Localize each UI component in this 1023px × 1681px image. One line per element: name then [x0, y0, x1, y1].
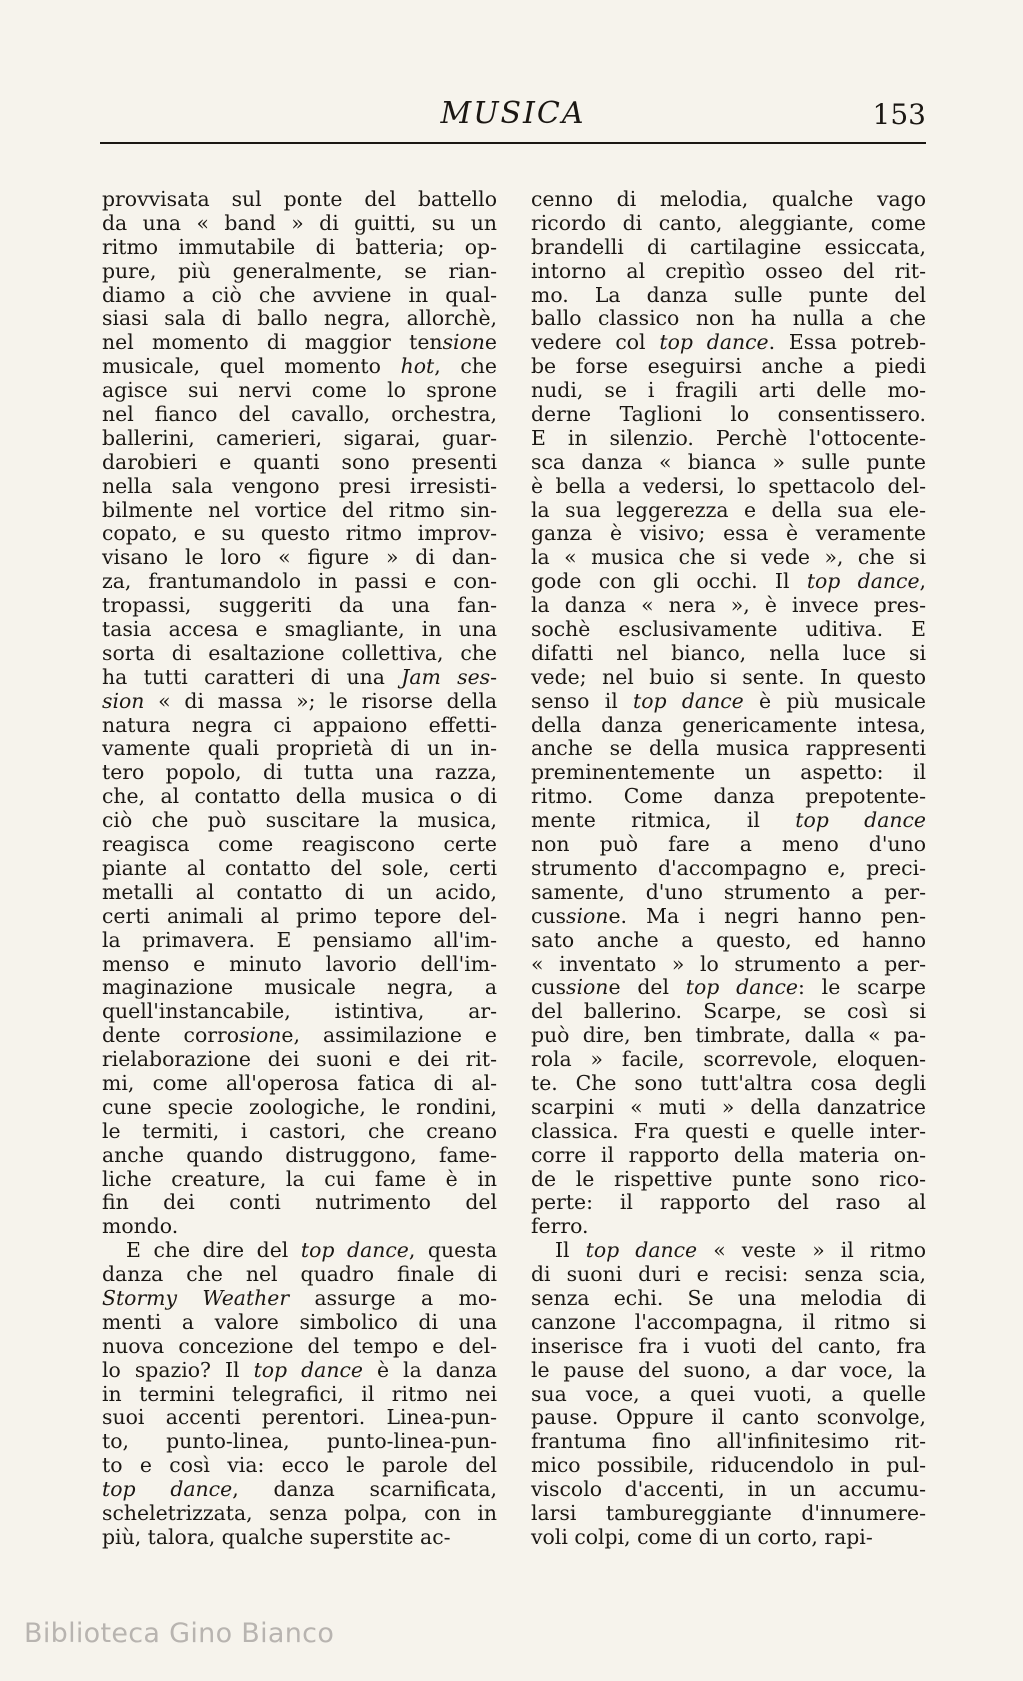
text-line: vedere col top dance. Essa potreb- [531, 330, 926, 355]
text-line: dente corrosione, assimilazione e [102, 1023, 497, 1048]
text-line: vamente quali proprietà di un in- [102, 736, 497, 761]
text-line: tero popolo, di tutta una razza, [102, 760, 497, 785]
text-line: ballo classico non ha nulla a che [531, 306, 926, 331]
text-line: da una « band » di guitti, su un [102, 210, 497, 235]
text-line: mo. La danza sulle punte del [531, 282, 926, 307]
text-line: diamo a ciò che avviene in qual- [102, 282, 497, 307]
text-line: agisce sui nervi come lo sprone [102, 378, 497, 403]
text-line: cenno di melodia, qualche vago [531, 187, 926, 211]
text-line: musicale, quel momento hot, che [102, 354, 498, 379]
text-line: pause. Oppure il canto sconvolge, [531, 1405, 926, 1430]
text-line: bilmente nel vortice del ritmo sin- [102, 497, 497, 522]
text-line: scheletrizzata, senza polpa, con in [102, 1500, 497, 1525]
text-line: nudi, se i fragili arti delle mo- [531, 378, 926, 403]
text-line: la sua leggerezza e della sua ele- [531, 497, 926, 522]
text-line: liche creature, la cui fame è in [102, 1166, 497, 1191]
text-line: perte: il rapporto del raso al [531, 1190, 926, 1215]
text-line: de le rispettive punte sono rico- [531, 1166, 926, 1191]
text-line: la « musica che si vede », che si [531, 545, 926, 570]
text-line: za, frantumandolo in passi e con- [102, 569, 497, 594]
text-line: Il top dance « veste » il ritmo [555, 1238, 926, 1263]
text-line: maginazione musicale negra, a [102, 975, 497, 1000]
text-line: scarpini « muti » della danzatrice [531, 1094, 926, 1119]
text-line: suoi accenti perentori. Linea-pun- [102, 1405, 497, 1430]
text-line: difatti nel bianco, nella luce si [531, 640, 926, 665]
library-watermark: Biblioteca Gino Bianco [24, 1618, 335, 1649]
text-line: ritmo. Come danza prepotente- [531, 784, 926, 809]
page-header [100, 92, 926, 144]
left-column [102, 188, 497, 1550]
text-line: sato anche a questo, ed hanno [531, 927, 926, 952]
text-line: più, talora, qualche superstite ac- [102, 1524, 451, 1549]
text-line: cussione del top dance: le scarpe [531, 975, 926, 1000]
text-line: sca danza « bianca » sulle punte [531, 449, 926, 474]
text-line: della danza genericamente intesa, [531, 712, 926, 737]
text-line: strumento d'accompagno e, preci- [531, 855, 926, 880]
text-line: metalli al contatto di un acido, [102, 879, 497, 904]
text-line: sua voce, a quei vuoti, a quelle [531, 1381, 926, 1406]
text-line: voli colpi, come di un corto, rapi- [531, 1524, 873, 1549]
text-line: preminentemente un aspetto: il [531, 760, 926, 785]
text-line: la primavera. E pensiamo all'im- [102, 927, 497, 952]
text-line: sochè esclusivamente uditiva. E [531, 617, 926, 642]
text-line: piante al contatto del sole, certi [102, 855, 497, 880]
text-line: E in silenzio. Perchè l'ottocente- [531, 425, 926, 450]
text-line: viscolo d'accenti, in un accumu- [531, 1477, 926, 1502]
text-line: lo spazio? Il top dance è la danza [102, 1357, 497, 1382]
text-line: top dance, danza scarnificata, [102, 1477, 498, 1502]
text-line: provvisata sul ponte del battello [102, 187, 497, 211]
text-line: intorno al crepitìo osseo del rit- [531, 258, 926, 283]
text-line: te. Che sono tutt'altra cosa degli [531, 1070, 926, 1095]
text-line: cune specie zoologiche, le rondini, [102, 1094, 497, 1119]
text-line: le pause del suono, a dar voce, la [531, 1357, 926, 1382]
text-line: rielaborazione dei suoni e dei rit- [102, 1047, 497, 1072]
text-line: sorta di esaltazione collettiva, che [102, 640, 497, 665]
text-line: frantuma fino all'infinitesimo rit- [531, 1429, 926, 1454]
text-line: be forse eseguirsi anche a piedi [531, 354, 926, 379]
text-line: E che dire del top dance, questa [126, 1238, 497, 1263]
text-line: canzone l'accompagna, il ritmo si [531, 1309, 926, 1334]
text-line: di suoni duri e recisi: senza scia, [531, 1262, 926, 1287]
text-line: sion « di massa »; le risorse della [102, 688, 497, 713]
text-line: menso e minuto lavorio dell'im- [102, 951, 497, 976]
text-line: le termiti, i castori, che creano [102, 1118, 497, 1143]
text-line: mondo. [102, 1214, 179, 1239]
text-line: nuova concezione del tempo e del- [102, 1333, 497, 1358]
text-line: nella sala vengono presi irresisti- [102, 473, 497, 498]
text-line: menti a valore simbolico di una [102, 1309, 497, 1334]
text-line: darobieri e quanti sono presenti [102, 449, 497, 474]
text-line: è bella a vedersi, lo spettacolo del- [531, 473, 926, 498]
text-line: danza che nel quadro finale di [102, 1262, 497, 1287]
text-line: visano le loro « figure » di dan- [102, 545, 497, 570]
text-line: mi, come all'operosa fatica di al- [102, 1070, 497, 1095]
text-line: quell'instancabile, istintiva, ar- [102, 999, 497, 1024]
text-line: ricordo di canto, aleggiante, come [531, 210, 926, 235]
text-line: anche quando distruggono, fame- [102, 1142, 497, 1167]
text-line: gode con gli occhi. Il top dance, [531, 569, 926, 594]
text-line: to, punto-linea, punto-linea-pun- [102, 1429, 497, 1454]
text-line: « inventato » lo strumento a per- [531, 951, 926, 976]
text-line: mico possibile, riducendolo in pul- [531, 1453, 926, 1478]
text-line: siasi sala di ballo negra, allorchè, [102, 306, 497, 331]
text-line: corre il rapporto della materia on- [531, 1142, 926, 1167]
text-line: copato, e su questo ritmo improv- [102, 521, 497, 546]
text-line: derne Taglioni lo consentissero. [531, 402, 926, 427]
text-line: può dire, ben timbrate, dalla « pa- [531, 1023, 926, 1048]
text-line: ha tutti caratteri di una Jam ses- [102, 664, 497, 689]
text-line: brandelli di cartilagine essiccata, [531, 234, 926, 259]
running-title: MUSICA [440, 96, 586, 131]
text-line: del ballerino. Scarpe, se così si [531, 999, 926, 1024]
text-line: larsi tambureggiante d'innumere- [531, 1500, 926, 1525]
text-line: certi animali al primo tepore del- [102, 903, 497, 928]
text-line: nel momento di maggior tensione [102, 330, 497, 355]
right-column [531, 188, 926, 1550]
text-line: pure, più generalmente, se rian- [102, 258, 497, 283]
text-line: non può fare a meno d'uno [531, 832, 926, 857]
text-line: senza echi. Se una melodia di [531, 1285, 926, 1310]
text-line: mente ritmica, il top dance [531, 808, 926, 833]
text-line: Stormy Weather assurge a mo- [102, 1285, 497, 1310]
text-line: fin dei conti nutrimento del [102, 1190, 497, 1215]
text-line: ballerini, camerieri, sigarai, guar- [102, 425, 497, 450]
text-line: ganza è visivo; essa è veramente [531, 521, 926, 546]
text-line: natura negra ci appaiono effetti- [102, 712, 497, 737]
text-line: tasia accesa e smagliante, in una [102, 617, 497, 642]
text-line: rola » facile, scorrevole, eloquen- [531, 1047, 926, 1072]
text-line: anche se della musica rappresenti [531, 736, 926, 761]
text-line: senso il top dance è più musicale [531, 688, 926, 713]
text-line: la danza « nera », è invece pres- [531, 593, 926, 618]
text-line: ferro. [531, 1214, 589, 1239]
text-line: classica. Fra questi e quelle inter- [531, 1118, 926, 1143]
text-line: in termini telegrafici, il ritmo nei [102, 1381, 497, 1406]
text-line: ritmo immutabile di batteria; op- [102, 234, 497, 259]
text-line: to e così via: ecco le parole del [102, 1453, 497, 1478]
text-line: cussione. Ma i negri hanno pen- [531, 903, 926, 928]
text-line: che, al contatto della musica o di [102, 784, 497, 809]
text-line: tropassi, suggeriti da una fan- [102, 593, 497, 618]
text-line: samente, d'uno strumento a per- [531, 879, 926, 904]
text-line: ciò che può suscitare la musica, [102, 808, 497, 833]
text-line: nel fianco del cavallo, orchestra, [102, 402, 497, 427]
text-line: reagisca come reagiscono certe [102, 832, 497, 857]
page-number: 153 [872, 98, 926, 131]
text-line: vede; nel buio si sente. In questo [531, 664, 926, 689]
text-line: inserisce fra i vuoti del canto, fra [531, 1333, 926, 1358]
